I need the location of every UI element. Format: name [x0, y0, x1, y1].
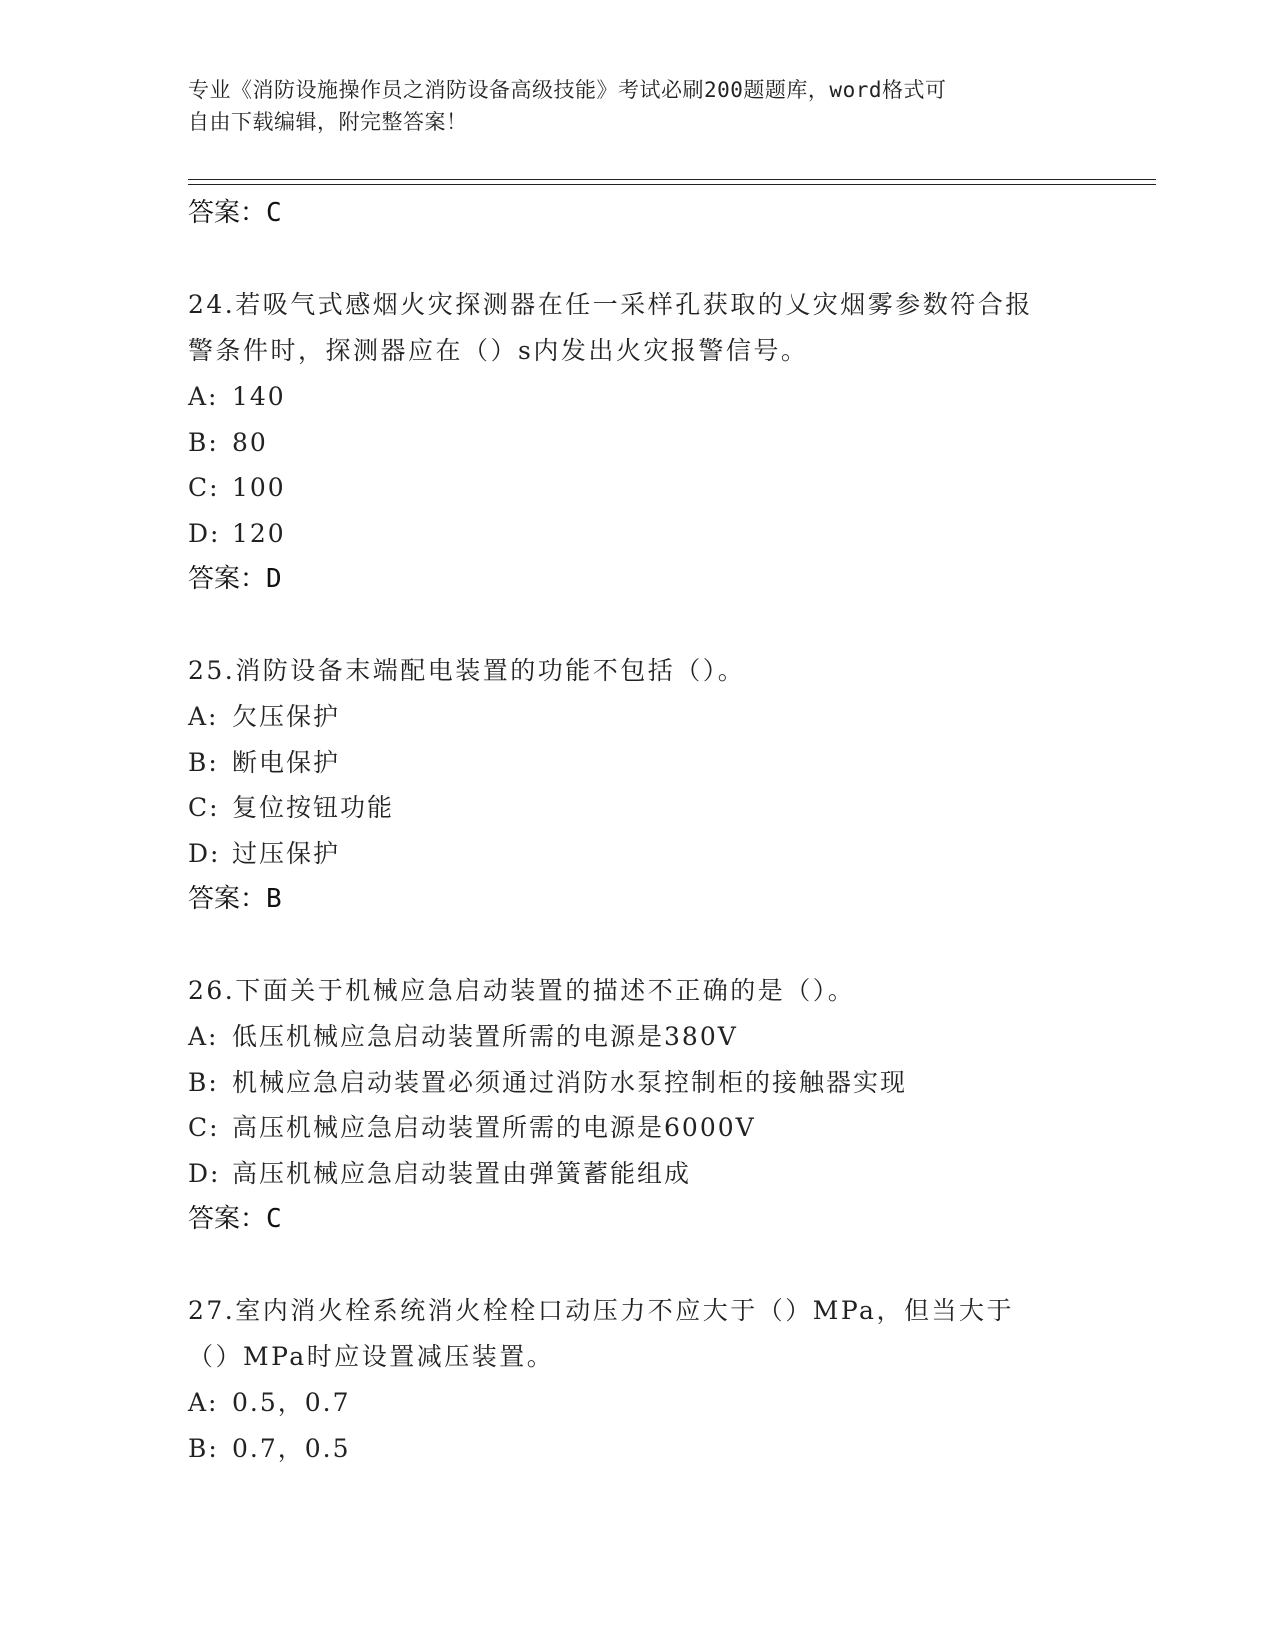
question-item	[188, 1288, 1088, 1471]
option-c	[188, 1105, 1088, 1151]
option-text: 过压保护	[232, 838, 341, 868]
question-item	[188, 968, 1088, 1242]
option-d	[188, 831, 1088, 877]
spacer	[188, 922, 1088, 968]
answer-line	[188, 876, 1088, 922]
option-key: A:	[188, 1388, 219, 1417]
answer-value: C	[266, 198, 282, 228]
option-key: C:	[188, 793, 220, 822]
answer-value: D	[266, 564, 282, 594]
spacer	[188, 602, 1088, 648]
option-b	[188, 1426, 1088, 1472]
option-key: D:	[188, 518, 221, 548]
option-key: B:	[188, 1067, 219, 1097]
answer-value: C	[266, 1204, 282, 1234]
option-b	[188, 420, 1088, 466]
option-text: 120	[232, 518, 286, 548]
option-text: 高压机械应急启动装置由弹簧蓄能组成	[232, 1158, 692, 1188]
option-key: A:	[188, 1022, 219, 1051]
option-text: 断电保护	[232, 747, 341, 777]
option-a	[188, 694, 1088, 740]
answer-label: 答案：	[188, 884, 267, 914]
option-c	[188, 785, 1088, 831]
answer-line	[188, 190, 1088, 236]
question-stem: 26.下面关于机械应急启动装置的描述不正确的是（）。	[188, 976, 856, 1005]
question-item	[188, 648, 1088, 922]
spacer	[188, 236, 1088, 282]
option-text: 100	[232, 473, 286, 502]
option-b	[188, 1060, 1088, 1106]
option-key: B:	[188, 747, 219, 777]
option-key: D:	[188, 838, 221, 868]
option-text: 高压机械应急启动装置所需的电源是6000V	[232, 1113, 756, 1142]
header-divider-top	[188, 179, 1156, 180]
option-text: 欠压保护	[232, 702, 341, 731]
option-text: 0.5，0.7	[232, 1388, 351, 1417]
header-divider-bottom	[188, 184, 1156, 185]
option-key: C:	[188, 1113, 220, 1142]
option-a	[188, 1380, 1088, 1426]
option-c	[188, 465, 1088, 511]
option-a	[188, 374, 1088, 420]
header-line-2: 自由下载编辑，附完整答案！	[188, 110, 468, 134]
option-text: 低压机械应急启动装置所需的电源是380V	[232, 1022, 738, 1051]
option-text: 复位按钮功能	[232, 793, 395, 822]
answer-value: B	[266, 884, 282, 914]
option-key: D:	[188, 1158, 221, 1188]
answer-line	[188, 556, 1088, 602]
answer-label: 答案：	[188, 198, 267, 228]
option-d	[188, 511, 1088, 557]
option-key: B:	[188, 1433, 219, 1463]
document-header	[188, 74, 1088, 138]
option-key: A:	[188, 382, 219, 411]
document-body	[188, 190, 1088, 1471]
question-item	[188, 282, 1088, 602]
answer-label: 答案：	[188, 564, 267, 594]
question-stem: 25.消防设备末端配电装置的功能不包括（）。	[188, 656, 746, 685]
answer-label: 答案：	[188, 1204, 267, 1234]
option-text: 80	[232, 427, 268, 457]
question-stem: 24.若吸气式感烟火灾探测器在任一采样孔获取的乂灾烟雾参数符合报警条件时，探测器应在（）s内发出火灾报警信号。	[188, 290, 1033, 365]
option-b	[188, 740, 1088, 786]
option-key: A:	[188, 702, 219, 731]
question-stem: 27.室内消火栓系统消火栓栓口动压力不应大于（）MPa，但当大于（）MPa时应设置减压装置。	[188, 1296, 1014, 1371]
option-text: 0.7，0.5	[232, 1433, 351, 1463]
answer-line	[188, 1196, 1088, 1242]
option-key: C:	[188, 473, 220, 502]
header-line-1: 专业《消防设施操作员之消防设备高级技能》考试必刷200题题库，word格式可	[188, 78, 947, 102]
option-a	[188, 1014, 1088, 1060]
option-d	[188, 1151, 1088, 1197]
option-text: 机械应急启动装置必须通过消防水泵控制柜的接触器实现	[232, 1067, 908, 1097]
option-key: B:	[188, 427, 219, 457]
spacer	[188, 1242, 1088, 1288]
option-text: 140	[232, 382, 286, 411]
